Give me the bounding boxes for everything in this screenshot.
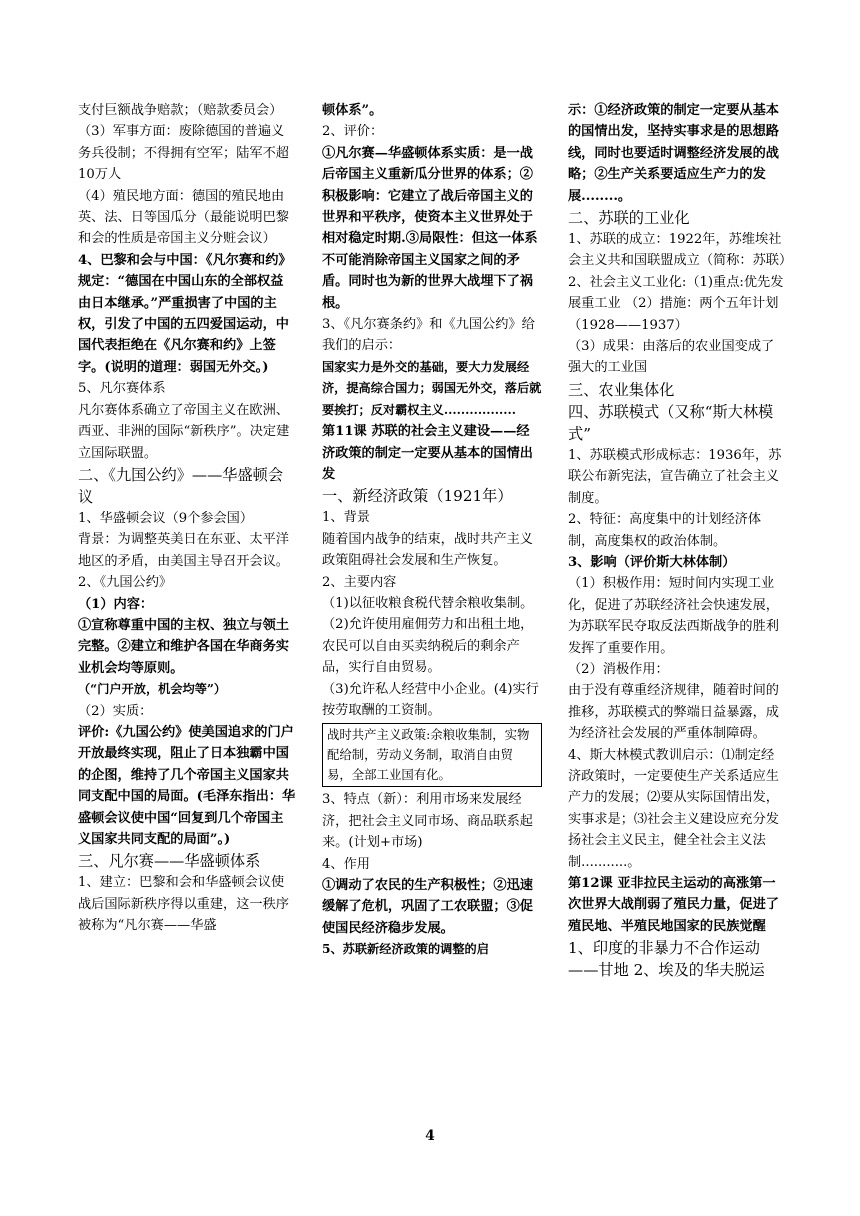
paragraph: ①凡尔赛—华盛顿体系实质：是一战后帝国主义重新瓜分世界的体系；②积极影响：它建立了战后帝国主义的世界和平秩序，使资本主义世界处于相对稳定时期.③局限性：但这一体系不可能消除帝国主义国家之间的矛盾。同时也为新的世界大战埋下了祸根。 bbox=[322, 145, 538, 311]
paragraph: 2、特征：高度集中的计划经济体制，高度集权的政治体制。 bbox=[568, 512, 762, 549]
section-heading: 一、新经济政策（1921年） bbox=[322, 487, 513, 506]
paragraph: 顿体系”。 bbox=[322, 103, 383, 118]
section-title: （2）实质： bbox=[78, 703, 153, 719]
paragraph: 支付巨额战争赔款；（赔款委员会） bbox=[78, 103, 283, 118]
paragraph: （4）殖民地方面：德国的殖民地由英、法、日等国瓜分（最能说明巴黎和会的性质是帝国主义分赃会议） bbox=[78, 188, 289, 247]
section-title: 2、《九国公约》 bbox=[78, 575, 173, 591]
section-heading: 三、农业集体化 bbox=[568, 380, 675, 399]
section-title: 4、作用 bbox=[322, 856, 370, 872]
section-heading: 三、凡尔赛——华盛顿体系 bbox=[78, 852, 261, 871]
paragraph: ①宣称尊重中国的主权、独立与领土完整。②建立和维护各国在华商务实业机会均等原则。 bbox=[78, 617, 289, 676]
section-heading: 二、苏联的工业化 bbox=[568, 209, 690, 228]
paragraph: 1、印度的非暴力不合作运动——甘地 2、埃及的华夫脱运 bbox=[568, 939, 765, 980]
section-heading: 二、《九国公约》——华盛顿会议 bbox=[78, 465, 284, 506]
paragraph: 示：①经济政策的制定一定要从基本的国情出发，坚持实事求是的思想路线，同时也要适时调整经济发展的战略；②生产关系要适应生产力的发展........。 bbox=[568, 103, 779, 204]
note-box: 战时共产主义政策:余粮收集制，实物配给制，劳动义务制，取消自由贸易，全部工业国有化。 bbox=[322, 723, 542, 787]
paragraph: 由于没有尊重经济规律，随着时间的推移，苏联模式的弊端日益暴露，成为经济社会发展的严重体制障碍。4、斯大林模式教训启示：⑴制定经济政策时，一定要使生产关系适应生产力的发展；⑵要从实际国情出发，实事求是；⑶社会主义建设应充分发扬社会主义民主，健全社会主义法制...........。 bbox=[568, 683, 779, 870]
paragraph: 1、苏联的成立：1922年，苏维埃社会主义共和国联盟成立（简称：苏联）2、社会主义工业化:（1)重点:优先发展重工业 （2）措施：两个五年计划（1928——1937） bbox=[568, 232, 786, 333]
section-title: 1、华盛顿会议（9个参会国） bbox=[78, 510, 254, 526]
paragraph: （3）成果：由落后的农业国变成了强大的工业国 bbox=[568, 339, 775, 376]
section-title: 2、评价： bbox=[322, 124, 384, 140]
column-2 bbox=[322, 100, 542, 961]
page-number: 4 bbox=[425, 1128, 435, 1144]
paragraph: 随着国内战争的结束，战时共产主义政策阻碍社会发展和生产恢复。 bbox=[322, 531, 533, 569]
paragraph: （3)允许私人经营中小企业。(4)实行按劳取酬的工资制。 bbox=[322, 681, 539, 718]
section-title: （2）消极作用： bbox=[568, 661, 669, 677]
lesson-title: 第12课 亚非拉民主运动的高涨第一次世界大战削弱了殖民力量，促进了殖民地、半殖民地国家的民族觉醒 bbox=[568, 876, 779, 934]
paragraph: 凡尔赛体系确立了帝国主义在欧洲、西亚、非洲的国际“新秩序”。决定建立国际联盟。 bbox=[78, 402, 290, 461]
lesson-title: 第11课 苏联的社会主义建设——经济政策的制定一定要从基本的国情出发 bbox=[322, 424, 533, 482]
paragraph: 3、特点（新）：利用市场来发展经济，把社会主义同市场、商品联系起来。(计划+市场) bbox=[322, 792, 533, 851]
paragraph: 4、巴黎和会与中国：《凡尔赛和约》规定：“德国在中国山东的全部权益由日本继承。”严重损害了中国的主权，引发了中国的五四爱国运动，中国代表拒绝在《凡尔赛和约》上签字。(说明的道理：弱国无外交。) bbox=[78, 252, 292, 375]
section-title: （1）内容： bbox=[78, 596, 154, 612]
paragraph: 1、苏联模式形成标志：1936年，苏联公布新宪法，宣告确立了社会主义制度。 bbox=[568, 447, 782, 506]
section-title: 1、背景 bbox=[322, 510, 370, 526]
paragraph: 1、建立：巴黎和会和华盛顿会议使战后国际新秩序得以重建，这一秩序被称为“凡尔赛——华盛 bbox=[78, 875, 289, 934]
paragraph: 评价:《九国公约》使美国追求的门户开放最终实现，阻止了日本独霸中国的企图，维持了几个帝国主义国家共同支配中国的局面。(毛泽东指出：华盛顿会议使中国“回复到几个帝国主义国家共同支配的局面”。) bbox=[78, 724, 296, 847]
paragraph: 国家实力是外交的基础，要大力发展经济，提高综合国力；弱国无外交，落后就要挨打；反对霸权主义................. bbox=[322, 359, 542, 417]
section-title: 5、凡尔赛体系 bbox=[78, 381, 166, 397]
paragraph: （“门户开放，机会均等”） bbox=[78, 682, 227, 697]
paragraph: 5、苏联新经济政策的调整的启 bbox=[322, 942, 489, 957]
section-title: 2、主要内容 bbox=[322, 574, 397, 590]
paragraph: （1)以征收粮食税代替余粮收集制。 bbox=[322, 595, 534, 611]
section-title: 3、影响（评价斯大林体制） bbox=[568, 554, 736, 570]
section-heading: 四、苏联模式（又称“斯大林模式” bbox=[568, 402, 774, 443]
paragraph: （1）积极作用：短时间内实现工业化，促进了苏联经济社会快速发展，为苏联军民夺取反法西斯战争的胜利发挥了重要作用。 bbox=[568, 576, 779, 656]
column-3 bbox=[568, 100, 786, 981]
paragraph: （3）军事方面：废除德国的普遍义务兵役制；不得拥有空军；陆军不超10万人 bbox=[78, 124, 289, 183]
column-1 bbox=[78, 100, 296, 937]
paragraph: （2)允许使用雇佣劳力和出租土地，农民可以自由买卖纳税后的剩余产品，实行自由贸易。 bbox=[322, 617, 534, 676]
section-title: 3、《凡尔赛条约》和《九国公约》给我们的启示： bbox=[322, 317, 535, 354]
paragraph: 背景：为调整英美日在东亚、太平洋地区的矛盾，由美国主导召开会议。 bbox=[78, 532, 289, 569]
paragraph: ①调动了农民的生产积极性；②迅速缓解了危机，巩固了工农联盟；③促使国民经济稳步发展。 bbox=[322, 878, 533, 936]
